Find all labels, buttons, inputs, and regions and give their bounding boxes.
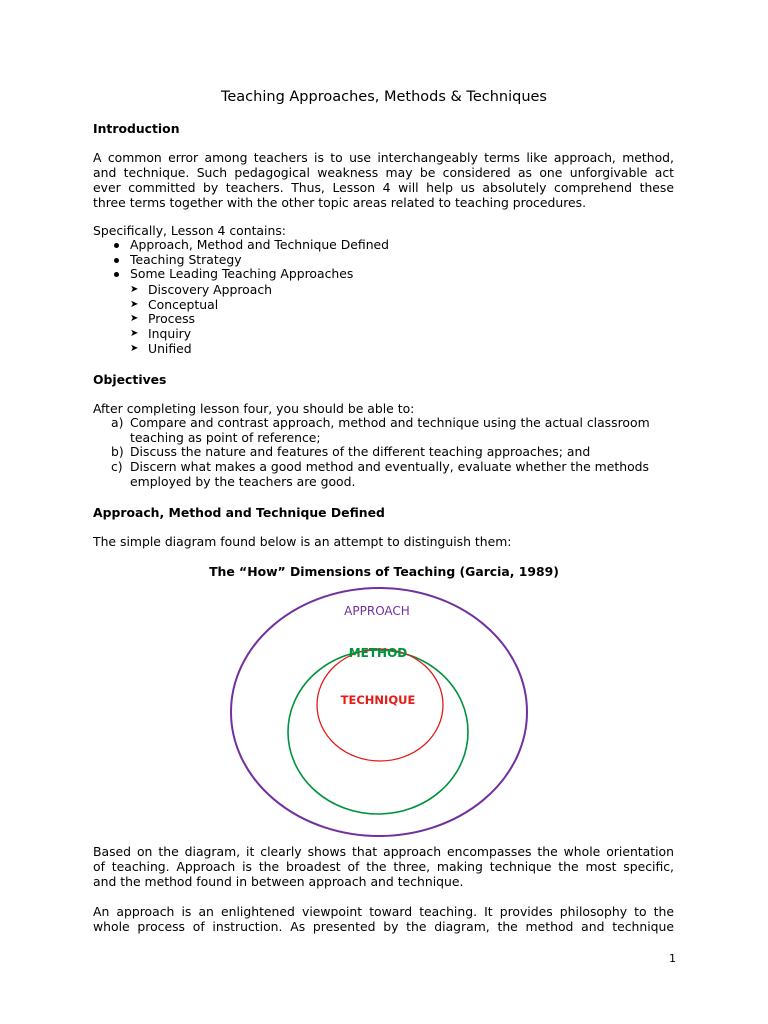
defined-lead: The simple diagram found below is an attempt to distinguish them:	[93, 534, 512, 549]
approach-paragraph	[93, 904, 674, 934]
list-item: Some Leading Teaching Approaches	[130, 267, 389, 282]
objectives-list	[111, 415, 650, 490]
arrow-bullet-icon: ➤	[130, 298, 139, 310]
list-item: Approach, Method and Technique Defined	[130, 238, 389, 253]
objectives-lead: After completing lesson four, you should be able to:	[93, 401, 415, 416]
method-label: METHOD	[348, 646, 408, 660]
bullet-icon	[114, 243, 119, 248]
list-item-continuation: employed by the teachers are good.	[130, 473, 356, 489]
list-item: ➤ Unified	[130, 340, 192, 356]
paragraph-line: A common error among teachers is to use interchangeably terms like approach, method,	[93, 150, 674, 165]
approach-circle	[231, 588, 527, 836]
list-item: ➤ Process	[130, 311, 196, 327]
list-item: Teaching Strategy	[130, 253, 389, 268]
bullet-icon	[114, 272, 119, 277]
list-item: ➤ Conceptual	[130, 296, 219, 312]
objectives-heading: Objectives	[93, 372, 167, 387]
diagram-title: The “How” Dimensions of Teaching (Garcia, 1989)	[209, 564, 559, 579]
list-item-continuation: teaching as point of reference;	[130, 429, 321, 445]
bullet-icon	[114, 258, 119, 263]
paragraph-line: of teaching. Approach is the broadest of the three, making technique the most specific,	[93, 859, 674, 874]
approaches-sublist	[130, 282, 273, 357]
paragraph-line: ever committed by teachers. Thus, Lesson 4 will help us absolutely comprehend these	[93, 180, 674, 195]
contents-list	[130, 238, 389, 282]
diagram-explanation-paragraph	[93, 844, 674, 889]
technique-label: TECHNIQUE	[340, 693, 416, 707]
page-title: Teaching Approaches, Methods & Techniques	[220, 89, 547, 105]
list-item: c) Discern what makes a good method and eventually, evaluate whether the methods	[111, 459, 649, 475]
paragraph-line: Based on the diagram, it clearly shows that approach encompasses the whole orientation	[93, 844, 674, 859]
arrow-bullet-icon: ➤	[130, 328, 139, 340]
list-item: b) Discuss the nature and features of the different teaching approaches; and	[111, 444, 591, 460]
arrow-bullet-icon: ➤	[130, 313, 139, 325]
paragraph-line: An approach is an enlightened viewpoint toward teaching. It provides philosophy to the	[93, 904, 674, 919]
arrow-bullet-icon: ➤	[130, 342, 139, 354]
method-circle	[288, 650, 468, 814]
paragraph-line: three terms together with the other topic areas related to teaching procedures.	[93, 195, 587, 210]
paragraph-line: and technique. Such pedagogical weakness may be considered as one unforgivable act	[93, 165, 674, 180]
introduction-heading: Introduction	[93, 121, 180, 136]
paragraph-line: whole process of instruction. As presented by the diagram, the method and technique	[93, 919, 674, 934]
introduction-paragraph	[93, 150, 674, 210]
list-item: a) Compare and contrast approach, method and technique using the actual classroom	[111, 415, 650, 430]
contains-label: Specifically, Lesson 4 contains:	[93, 223, 286, 238]
list-item: ➤ Discovery Approach	[130, 282, 273, 297]
list-item: ➤ Inquiry	[130, 326, 192, 342]
approach-label: APPROACH	[344, 604, 410, 618]
page-number: 1	[669, 952, 676, 965]
arrow-bullet-icon: ➤	[130, 284, 139, 295]
defined-heading: Approach, Method and Technique Defined	[93, 505, 385, 520]
how-dimensions-diagram	[0, 585, 768, 840]
paragraph-line: and the method found in between approach and technique.	[93, 874, 464, 889]
